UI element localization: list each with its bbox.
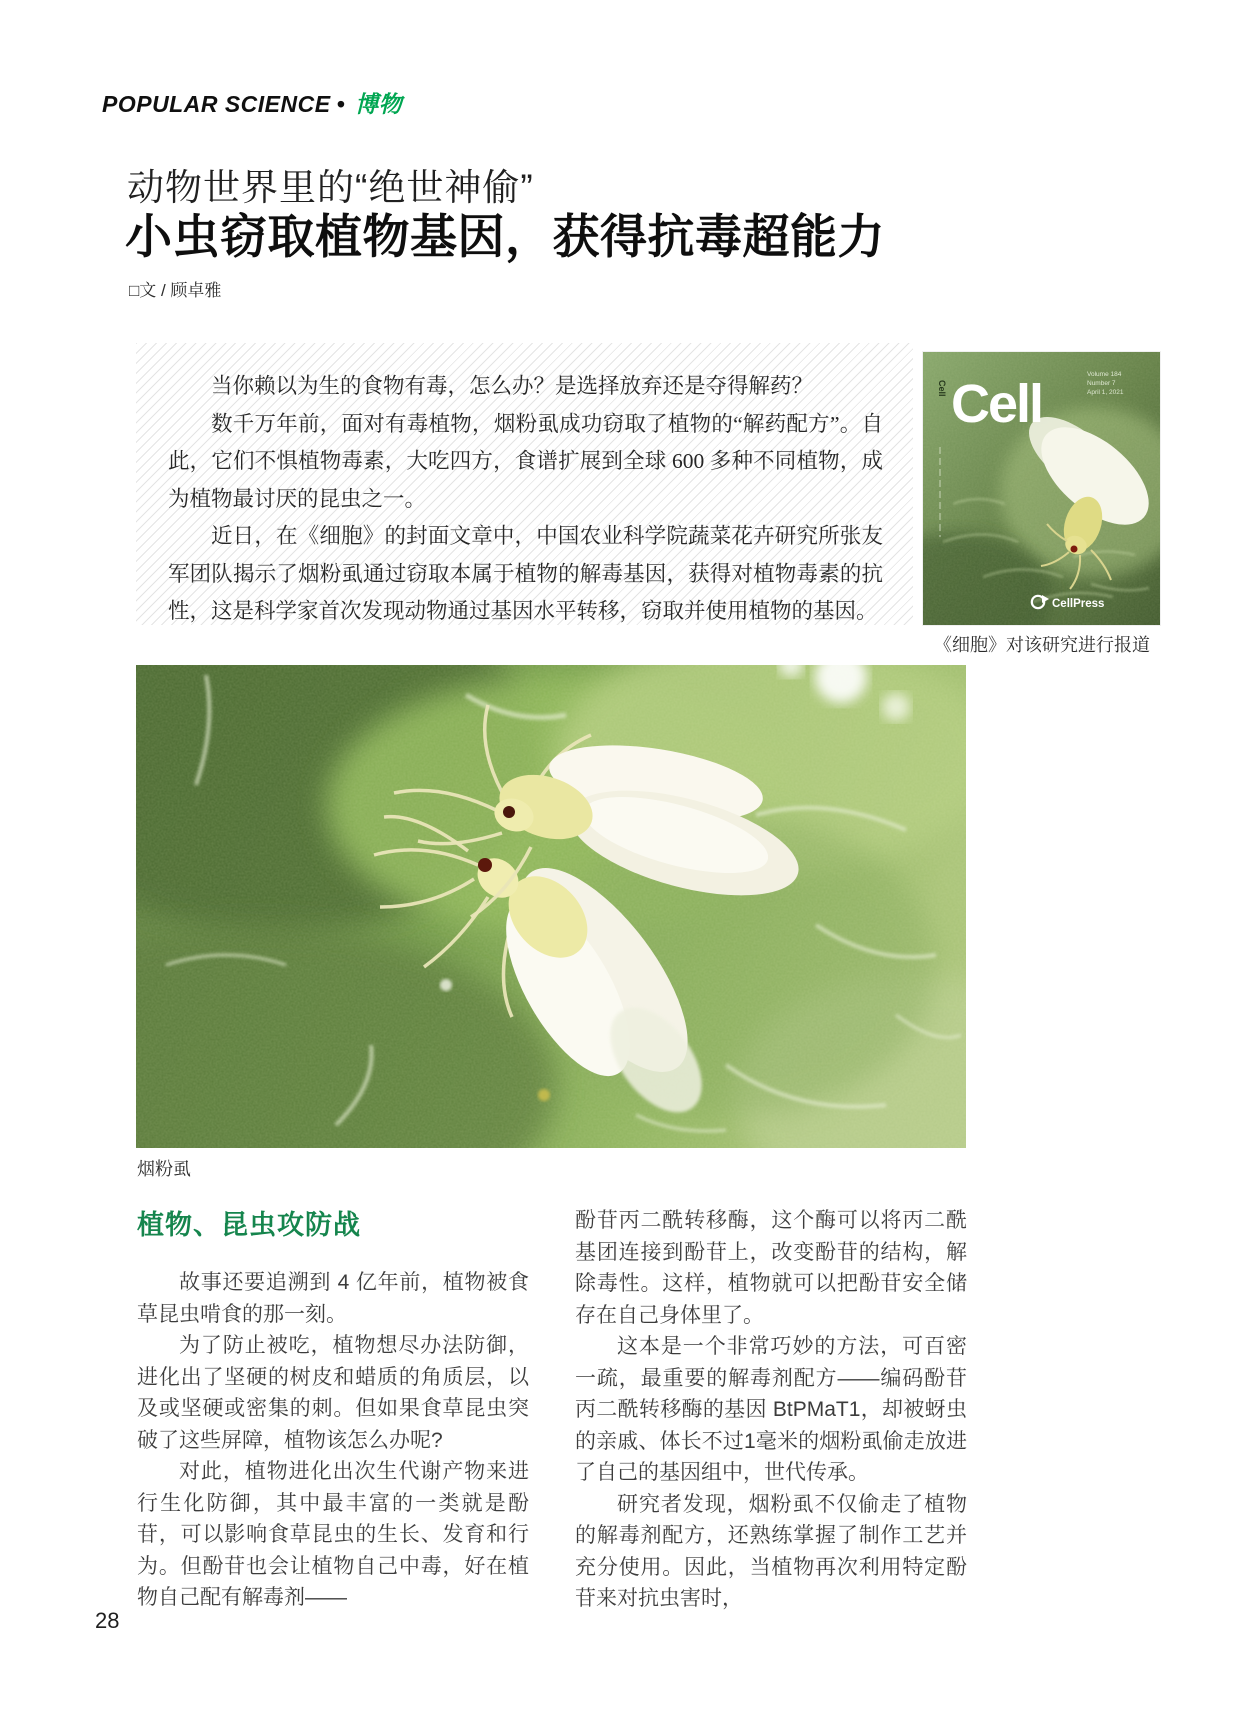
body-column-right [575,1205,967,1615]
byline: □文 / 顾卓雅 [129,281,222,300]
intro-paragraph: 数千万年前，面对有毒植物，烟粉虱成功窃取了植物的“解药配方”。自此，它们不惧植物毒素，大吃四方，食谱扩展到全球 600 多种不同植物，成为植物最讨厌的昆虫之一。 [168,411,883,511]
body-paragraph: 酚苷丙二酰转移酶，这个酶可以将丙二酰基团连接到酚苷上，改变酚苷的结构，解除毒性。这样，植物就可以把酚苷安全储存在自己身体里了。 [575,1209,967,1327]
photo-caption: 烟粉虱 [137,1159,191,1179]
whitefly-fuzz [440,979,452,991]
body-paragraph: 这本是一个非常巧妙的方法，可百密一疏，最重要的解毒剂配方——编码酚苷丙二酰转移酶的基因 BtPMaT1，却被蚜虫的亲戚、体长不过1毫米的烟粉虱偷走放进了自己的基因组中，世代传承。 [575,1335,967,1484]
intro-box [136,343,913,625]
body-paragraph: 研究者发现，烟粉虱不仅偷走了植物的解毒剂配方，还熟练掌握了制作工艺并充分使用。因此，当植物再次利用特定酚苷来对抗虫害时， [575,1492,967,1610]
intro-paragraph: 近日，在《细胞》的封面文章中，中国农业科学院蔬菜花卉研究所张友军团队揭示了烟粉虱通过窃取本属于植物的解毒基因，获得对植物毒素的抗性，这是科学家首次发现动物通过基因水平转移，窃取并使用植物的基因。 [168,524,883,623]
masthead-section: 博物 [355,91,403,117]
cell-logo: Cell [951,374,1043,434]
cover-number: Number 7 [1087,380,1116,387]
article-title: 小虫窃取植物基因，获得抗毒超能力 [125,210,885,263]
body-paragraph: 为了防止被吃，植物想尽办法防御，进化出了坚硬的树皮和蜡质的角质层，以及或坚硬或密集的刺。但如果食草昆虫突破了这些屏障，植物该怎么办呢? [137,1334,529,1452]
cover-corner-mark: Cell [937,380,947,397]
body-paragraph: 对此，植物进化出次生代谢产物来进行生化防御，其中最丰富的一类就是酚苷，可以影响食草昆虫的生长、发育和行为。但酚苷也会让植物自己中毒，好在植物自己配有解毒剂—— [137,1460,529,1609]
cover-caption: 《细胞》对该研究进行报道 [934,635,1150,655]
leaf-speck [538,1089,550,1101]
body-column-left [137,1267,529,1614]
whitefly-eye [1071,546,1078,553]
masthead-dot: • [336,91,346,117]
body-paragraph: 故事还要追溯到 4 亿年前，植物被食草昆虫啃食的那一刻。 [137,1271,529,1326]
masthead-brand: POPULAR SCIENCE [102,91,331,117]
whitefly-photo [136,665,966,1148]
cover-volume: Volume 184 [1087,371,1122,378]
cellpress-wordmark: CellPress [1052,598,1105,610]
masthead [102,86,402,119]
whitefly-photo-art [136,665,966,1148]
cell-journal-cover [923,352,1160,625]
cell-cover-art [923,352,1160,625]
whitefly-lower-eye [478,858,492,872]
article-subtitle: 动物世界里的“绝世神偷” [127,167,534,208]
page-number: 28 [95,1608,120,1633]
whitefly-upper-eye [503,806,515,818]
cover-date: April 1, 2021 [1087,389,1124,396]
section-heading: 植物、昆虫攻防战 [137,1210,361,1240]
intro-paragraph: 当你赖以为生的食物有毒，怎么办？是选择放弃还是夺得解药？ [211,374,814,398]
